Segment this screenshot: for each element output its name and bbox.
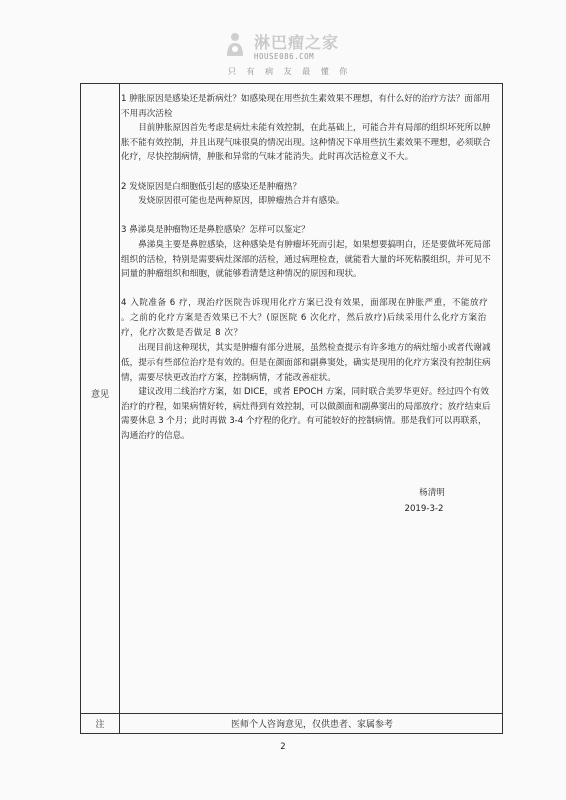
logo-slogan: 只 有 病 友 最 懂 你 bbox=[228, 67, 352, 76]
note-text: 医师个人咨询意见，仅供患者、家属参考 bbox=[230, 720, 393, 730]
answer-3: 鼻涕臭主要是鼻腔感染，这种感染是有肿瘤坏死而引起，如果想要搞明白，还是要做坏死局部组织的活检，特别是需要病灶深部的活检，通过病理检查，就能看大量的坏死粘膜组织，并可见不同量的肿瘤组织和细胞，就能够看清楚这种情况的原因和现状。 bbox=[121, 239, 491, 280]
question-2: 2 发烧原因是白细胞低引起的感染还是肿瘤热？ bbox=[121, 181, 302, 192]
answer-2: 发烧原因很可能也是两种原因，即肿瘤热合并有感染。 bbox=[138, 196, 345, 207]
question-4: 4 入院准备 6 疗，现治疗医院告诉现用化疗方案已没有效果，面部现在肿胀严重，不能放疗 。之前的化疗方案是否效果已不大？(原医院 6 次化疗，然后放疗)后续采用什么化疗方案治疗，化疗次数是否做足 8 次？ bbox=[121, 298, 489, 339]
question-3: 3 鼻涕臭是肿瘤物还是鼻腔感染？怎样可以鉴定？ bbox=[121, 225, 310, 236]
logo-url: HOUSE086.COM bbox=[254, 52, 315, 61]
page-number: 2 bbox=[280, 742, 286, 752]
opinion-content bbox=[121, 92, 495, 443]
doctor-signature: 杨清明 bbox=[419, 488, 445, 498]
logo-name: 淋巴瘤之家 bbox=[254, 33, 340, 52]
opinion-form bbox=[80, 83, 503, 734]
answer-1: 目前肿胀原因首先考虑是病灶未能有效控制，在此基础上，可能合并有局部的组织坏死所以肿胀不能有效控制，并且出现气味很臭的情况出现。这种情况下单用些抗生素效果不理想，必须联合化疗，尽快控制病情，肿胀和异常的气味才能消失。此时再次活检意义不大。 bbox=[121, 123, 491, 163]
answer-4-continued: 建议改用二线治疗方案，如 DICE，或者 EPOCH 方案，同时联合美罗华更好。经过四个有效治疗的疗程，如果病情好转，病灶得到有效控制，可以做颜面和副鼻窦出的局部放疗；放疗结束后需要休息 3 个月；此时再做 3-4 个疗程的化疗。有可能较好的控制病情。那是我们可以再联系，沟通治疗的信息。 bbox=[121, 387, 491, 441]
person-logo-icon bbox=[224, 32, 246, 58]
answer-4: 出现目前这种现状，其实是肿瘤有部分进展，虽然检查提示有许多地方的病灶缩小或者代谢减低，提示有些部位治疗是有效的。但是在颜面部和副鼻窦处，确实是现用的化疗方案没有控制住病情，需要尽快更改治疗方案，控制病情，才能改善症状。 bbox=[121, 343, 491, 383]
signature-date: 2019-3-2 bbox=[404, 504, 444, 514]
column-divider bbox=[119, 84, 120, 733]
site-logo bbox=[224, 30, 374, 80]
row-divider bbox=[81, 713, 502, 714]
opinion-row-label: 意见 bbox=[90, 390, 109, 400]
note-row-label: 注 bbox=[95, 720, 105, 730]
question-1: 1 肿胀原因是感染还是新病灶？如感染现在用些抗生素效果不理想，有什么好的治疗方法？面部用不用再次活检 bbox=[121, 94, 491, 119]
